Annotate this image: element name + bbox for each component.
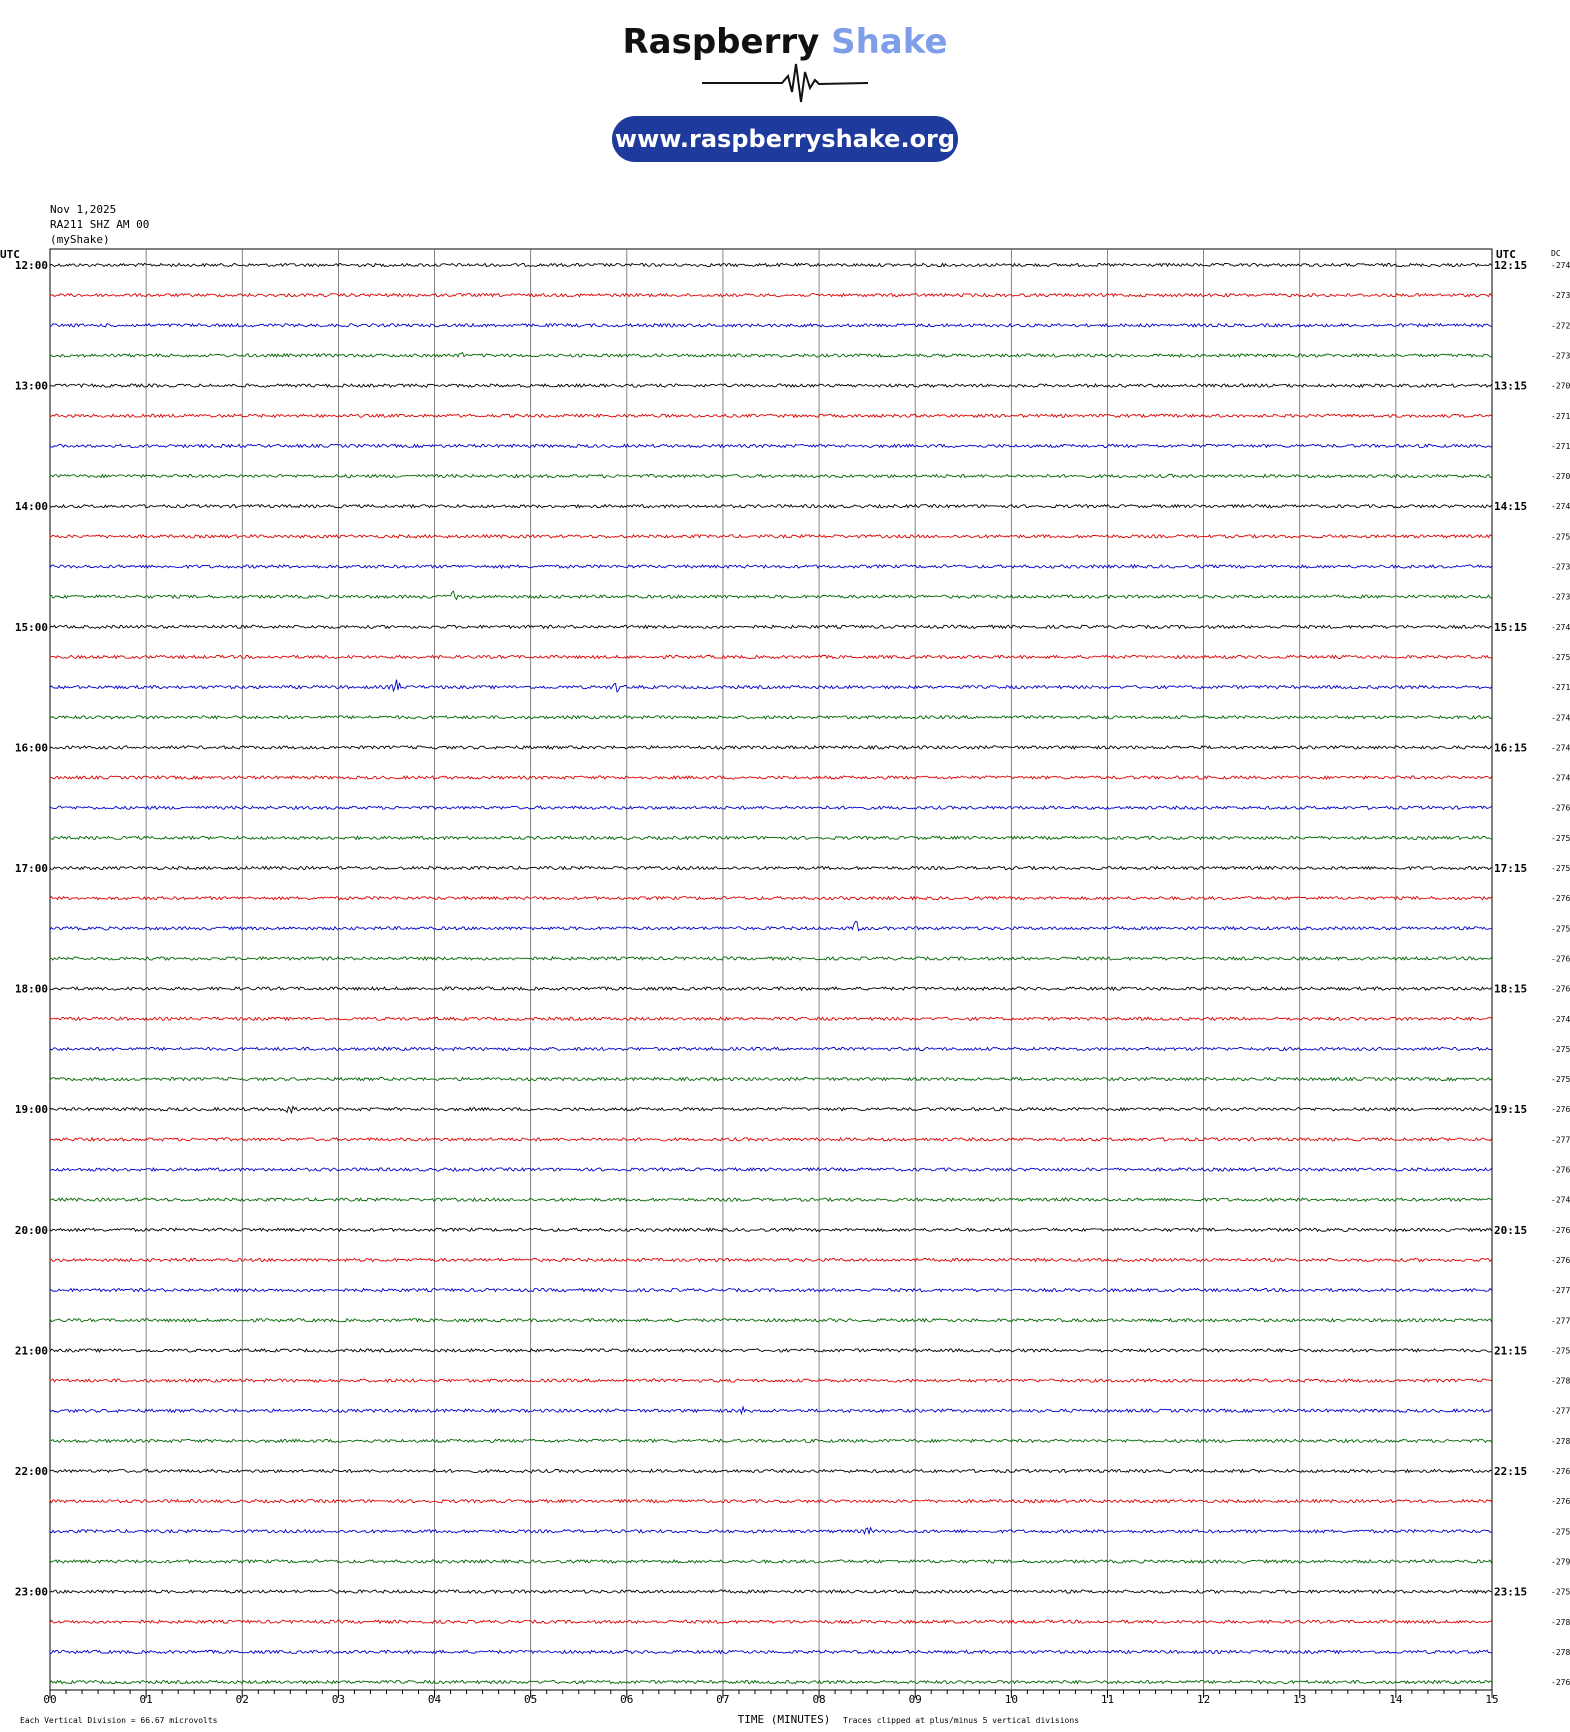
trace-row xyxy=(50,625,1492,628)
hour-label-right: 21:15 xyxy=(1494,1344,1528,1358)
left-axis-title: UTC xyxy=(0,248,20,261)
x-tick-label: 12 xyxy=(1196,1693,1211,1706)
dc-offset-label: -276 xyxy=(1551,1497,1570,1507)
trace-row xyxy=(50,1560,1492,1563)
dc-offset-label: -278 xyxy=(1551,1647,1570,1657)
trace-row xyxy=(50,1198,1492,1201)
date-label: Nov 1,2025 xyxy=(50,203,117,216)
dc-offset-label: -276 xyxy=(1551,1105,1570,1115)
x-tick-label: 10 xyxy=(1004,1693,1018,1706)
x-tick-label: 04 xyxy=(427,1693,442,1706)
hour-label-left: 22:00 xyxy=(14,1465,48,1478)
hour-label-left: 16:00 xyxy=(14,741,48,755)
trace-row xyxy=(50,866,1492,869)
dc-offset-label: -275 xyxy=(1551,864,1570,873)
dc-offset-label: -276 xyxy=(1551,803,1570,813)
hour-label-right: 18:15 xyxy=(1494,982,1528,996)
hour-label-left: 20:00 xyxy=(14,1223,48,1237)
trace-row xyxy=(50,1078,1492,1081)
dc-offset-label: -278 xyxy=(1551,1376,1570,1386)
trace-row xyxy=(50,806,1492,809)
dc-offset-label: -277 xyxy=(1551,1135,1570,1145)
dc-offset-label: -279 xyxy=(1551,1557,1570,1567)
hour-label-left: 19:00 xyxy=(14,1103,48,1117)
dc-offset-label: -276 xyxy=(1551,894,1570,904)
dc-offset-label: -278 xyxy=(1551,1436,1570,1446)
dc-offset-label: -274 xyxy=(1551,622,1570,632)
dc-offset-label: -277 xyxy=(1551,1316,1570,1326)
dc-title: DC xyxy=(1551,249,1561,258)
trace-row xyxy=(50,716,1492,719)
trace-row xyxy=(50,1379,1492,1382)
clipping-note: Traces clipped at plus/minus 5 vertical divisions xyxy=(843,1716,1080,1725)
dc-offset-label: -274 xyxy=(1551,743,1570,753)
dc-offset-label: -276 xyxy=(1551,1678,1570,1688)
dc-offset-label: -278 xyxy=(1551,1617,1570,1627)
dc-offset-label: -275 xyxy=(1551,833,1570,843)
trace-row xyxy=(50,1349,1492,1352)
trace-row xyxy=(50,1439,1492,1442)
hour-label-left: 14:00 xyxy=(14,500,48,514)
dc-offset-label: -271 xyxy=(1551,683,1570,693)
dc-offset-label: -274 xyxy=(1551,1195,1570,1205)
trace-row xyxy=(50,776,1492,779)
trace-row xyxy=(50,836,1492,839)
hour-label-right: 22:15 xyxy=(1494,1465,1528,1478)
x-tick-label: 15 xyxy=(1485,1693,1499,1706)
trace-row xyxy=(50,352,1492,357)
trace-row xyxy=(50,1319,1492,1322)
hour-label-left: 12:00 xyxy=(14,259,48,272)
x-tick-label: 07 xyxy=(716,1693,730,1706)
dc-offset-label: -271 xyxy=(1551,411,1570,421)
dc-offset-label: -276 xyxy=(1551,1467,1570,1476)
x-tick-label: 02 xyxy=(235,1693,249,1706)
trace-row xyxy=(50,1106,1492,1113)
x-tick-label: 06 xyxy=(620,1693,634,1706)
dc-offset-label: -275 xyxy=(1551,1527,1570,1537)
dc-offset-label: -275 xyxy=(1551,532,1570,542)
dc-offset-label: -275 xyxy=(1551,924,1570,934)
hour-label-right: 23:15 xyxy=(1494,1585,1528,1599)
hour-label-left: 23:00 xyxy=(14,1585,48,1599)
x-axis-title: TIME (MINUTES) xyxy=(737,1713,831,1726)
trace-row xyxy=(50,1620,1492,1623)
trace-row xyxy=(50,384,1492,387)
trace-row xyxy=(50,1681,1492,1684)
trace-row xyxy=(50,1500,1492,1503)
dc-offset-label: -273 xyxy=(1551,562,1570,572)
trace-row xyxy=(50,324,1492,327)
hour-label-left: 15:00 xyxy=(14,620,48,634)
station-label: RA211 SHZ AM 00 xyxy=(50,218,150,231)
trace-row xyxy=(50,655,1492,658)
right-axis-title: UTC xyxy=(1496,248,1516,261)
dc-offset-label: -274 xyxy=(1551,1014,1570,1024)
trace-row xyxy=(50,746,1492,749)
dc-offset-label: -276 xyxy=(1551,1255,1570,1265)
hour-label-right: 17:15 xyxy=(1494,862,1528,875)
x-tick-label: 14 xyxy=(1389,1693,1403,1706)
trace-row xyxy=(50,475,1492,478)
owner-label: (myShake) xyxy=(50,233,110,246)
x-tick-label: 08 xyxy=(812,1693,826,1706)
dc-offset-label: -274 xyxy=(1551,713,1570,723)
trace-row xyxy=(50,1289,1492,1292)
plot-frame xyxy=(50,249,1492,1690)
trace-row xyxy=(50,1258,1492,1261)
trace-row xyxy=(50,505,1492,508)
trace-row xyxy=(50,1047,1492,1050)
dc-offset-label: -274 xyxy=(1551,261,1570,270)
trace-row xyxy=(50,680,1492,692)
dc-offset-label: -271 xyxy=(1551,441,1570,451)
dc-offset-label: -275 xyxy=(1551,1075,1570,1085)
trace-row xyxy=(50,921,1492,930)
dc-offset-label: -276 xyxy=(1551,1225,1570,1235)
trace-row xyxy=(50,1017,1492,1020)
trace-row xyxy=(50,987,1492,990)
trace-row xyxy=(50,535,1492,538)
dc-offset-label: -277 xyxy=(1551,1286,1570,1296)
dc-offset-label: -273 xyxy=(1551,291,1570,301)
dc-offset-label: -273 xyxy=(1551,351,1570,361)
dc-offset-label: -276 xyxy=(1551,954,1570,964)
hour-label-left: 17:00 xyxy=(14,862,48,875)
hour-label-left: 18:00 xyxy=(14,982,48,996)
hour-label-right: 13:15 xyxy=(1494,379,1528,393)
trace-row xyxy=(50,957,1492,960)
trace-row xyxy=(50,897,1492,900)
brand-word-shake: Shake xyxy=(831,22,948,62)
dc-offset-label: -277 xyxy=(1551,1406,1570,1416)
trace-row xyxy=(50,1138,1492,1141)
hour-label-right: 19:15 xyxy=(1494,1103,1528,1117)
hour-label-right: 14:15 xyxy=(1494,500,1528,514)
dc-offset-label: -276 xyxy=(1551,1165,1570,1175)
dc-offset-label: -274 xyxy=(1551,773,1570,783)
trace-row xyxy=(50,1528,1492,1534)
dc-offset-label: -270 xyxy=(1551,472,1570,482)
hour-label-left: 21:00 xyxy=(14,1344,48,1358)
trace-row xyxy=(50,263,1492,266)
dc-offset-label: -275 xyxy=(1551,652,1570,662)
dc-offset-label: -275 xyxy=(1551,1044,1570,1054)
dc-offset-label: -276 xyxy=(1551,984,1570,994)
trace-row xyxy=(50,1168,1492,1171)
x-tick-label: 03 xyxy=(331,1693,346,1706)
dc-offset-label: -273 xyxy=(1551,592,1570,602)
dc-offset-label: -274 xyxy=(1551,502,1570,512)
x-tick-label: 01 xyxy=(139,1693,153,1706)
x-tick-label: 09 xyxy=(908,1693,922,1706)
dc-offset-label: -275 xyxy=(1551,1346,1570,1356)
brand-word-raspberry: Raspberry xyxy=(622,22,820,62)
hour-label-right: 20:15 xyxy=(1494,1223,1528,1237)
trace-row xyxy=(50,1228,1492,1231)
trace-row xyxy=(50,444,1492,447)
x-tick-label: 11 xyxy=(1100,1693,1115,1706)
hour-label-right: 16:15 xyxy=(1494,741,1528,755)
x-tick-label: 00 xyxy=(43,1693,57,1706)
hour-label-right: 12:15 xyxy=(1494,259,1528,272)
dc-offset-label: -270 xyxy=(1551,381,1570,391)
trace-row xyxy=(50,1650,1492,1653)
hour-label-right: 15:15 xyxy=(1494,620,1528,634)
website-link[interactable]: www.raspberryshake.org xyxy=(612,116,958,162)
hour-label-left: 13:00 xyxy=(14,379,48,393)
trace-row xyxy=(50,565,1492,568)
trace-row xyxy=(50,294,1492,297)
vertical-division-note: Each Vertical Division = 66.67 microvolts xyxy=(20,1716,218,1725)
x-tick-label: 05 xyxy=(524,1693,538,1706)
trace-row xyxy=(50,414,1492,417)
x-tick-label: 13 xyxy=(1293,1693,1307,1706)
trace-row xyxy=(50,1590,1492,1593)
trace-row xyxy=(50,591,1492,599)
trace-row xyxy=(50,1407,1492,1414)
dc-offset-label: -275 xyxy=(1551,1587,1570,1597)
trace-row xyxy=(50,1469,1492,1472)
dc-offset-label: -272 xyxy=(1551,321,1570,331)
